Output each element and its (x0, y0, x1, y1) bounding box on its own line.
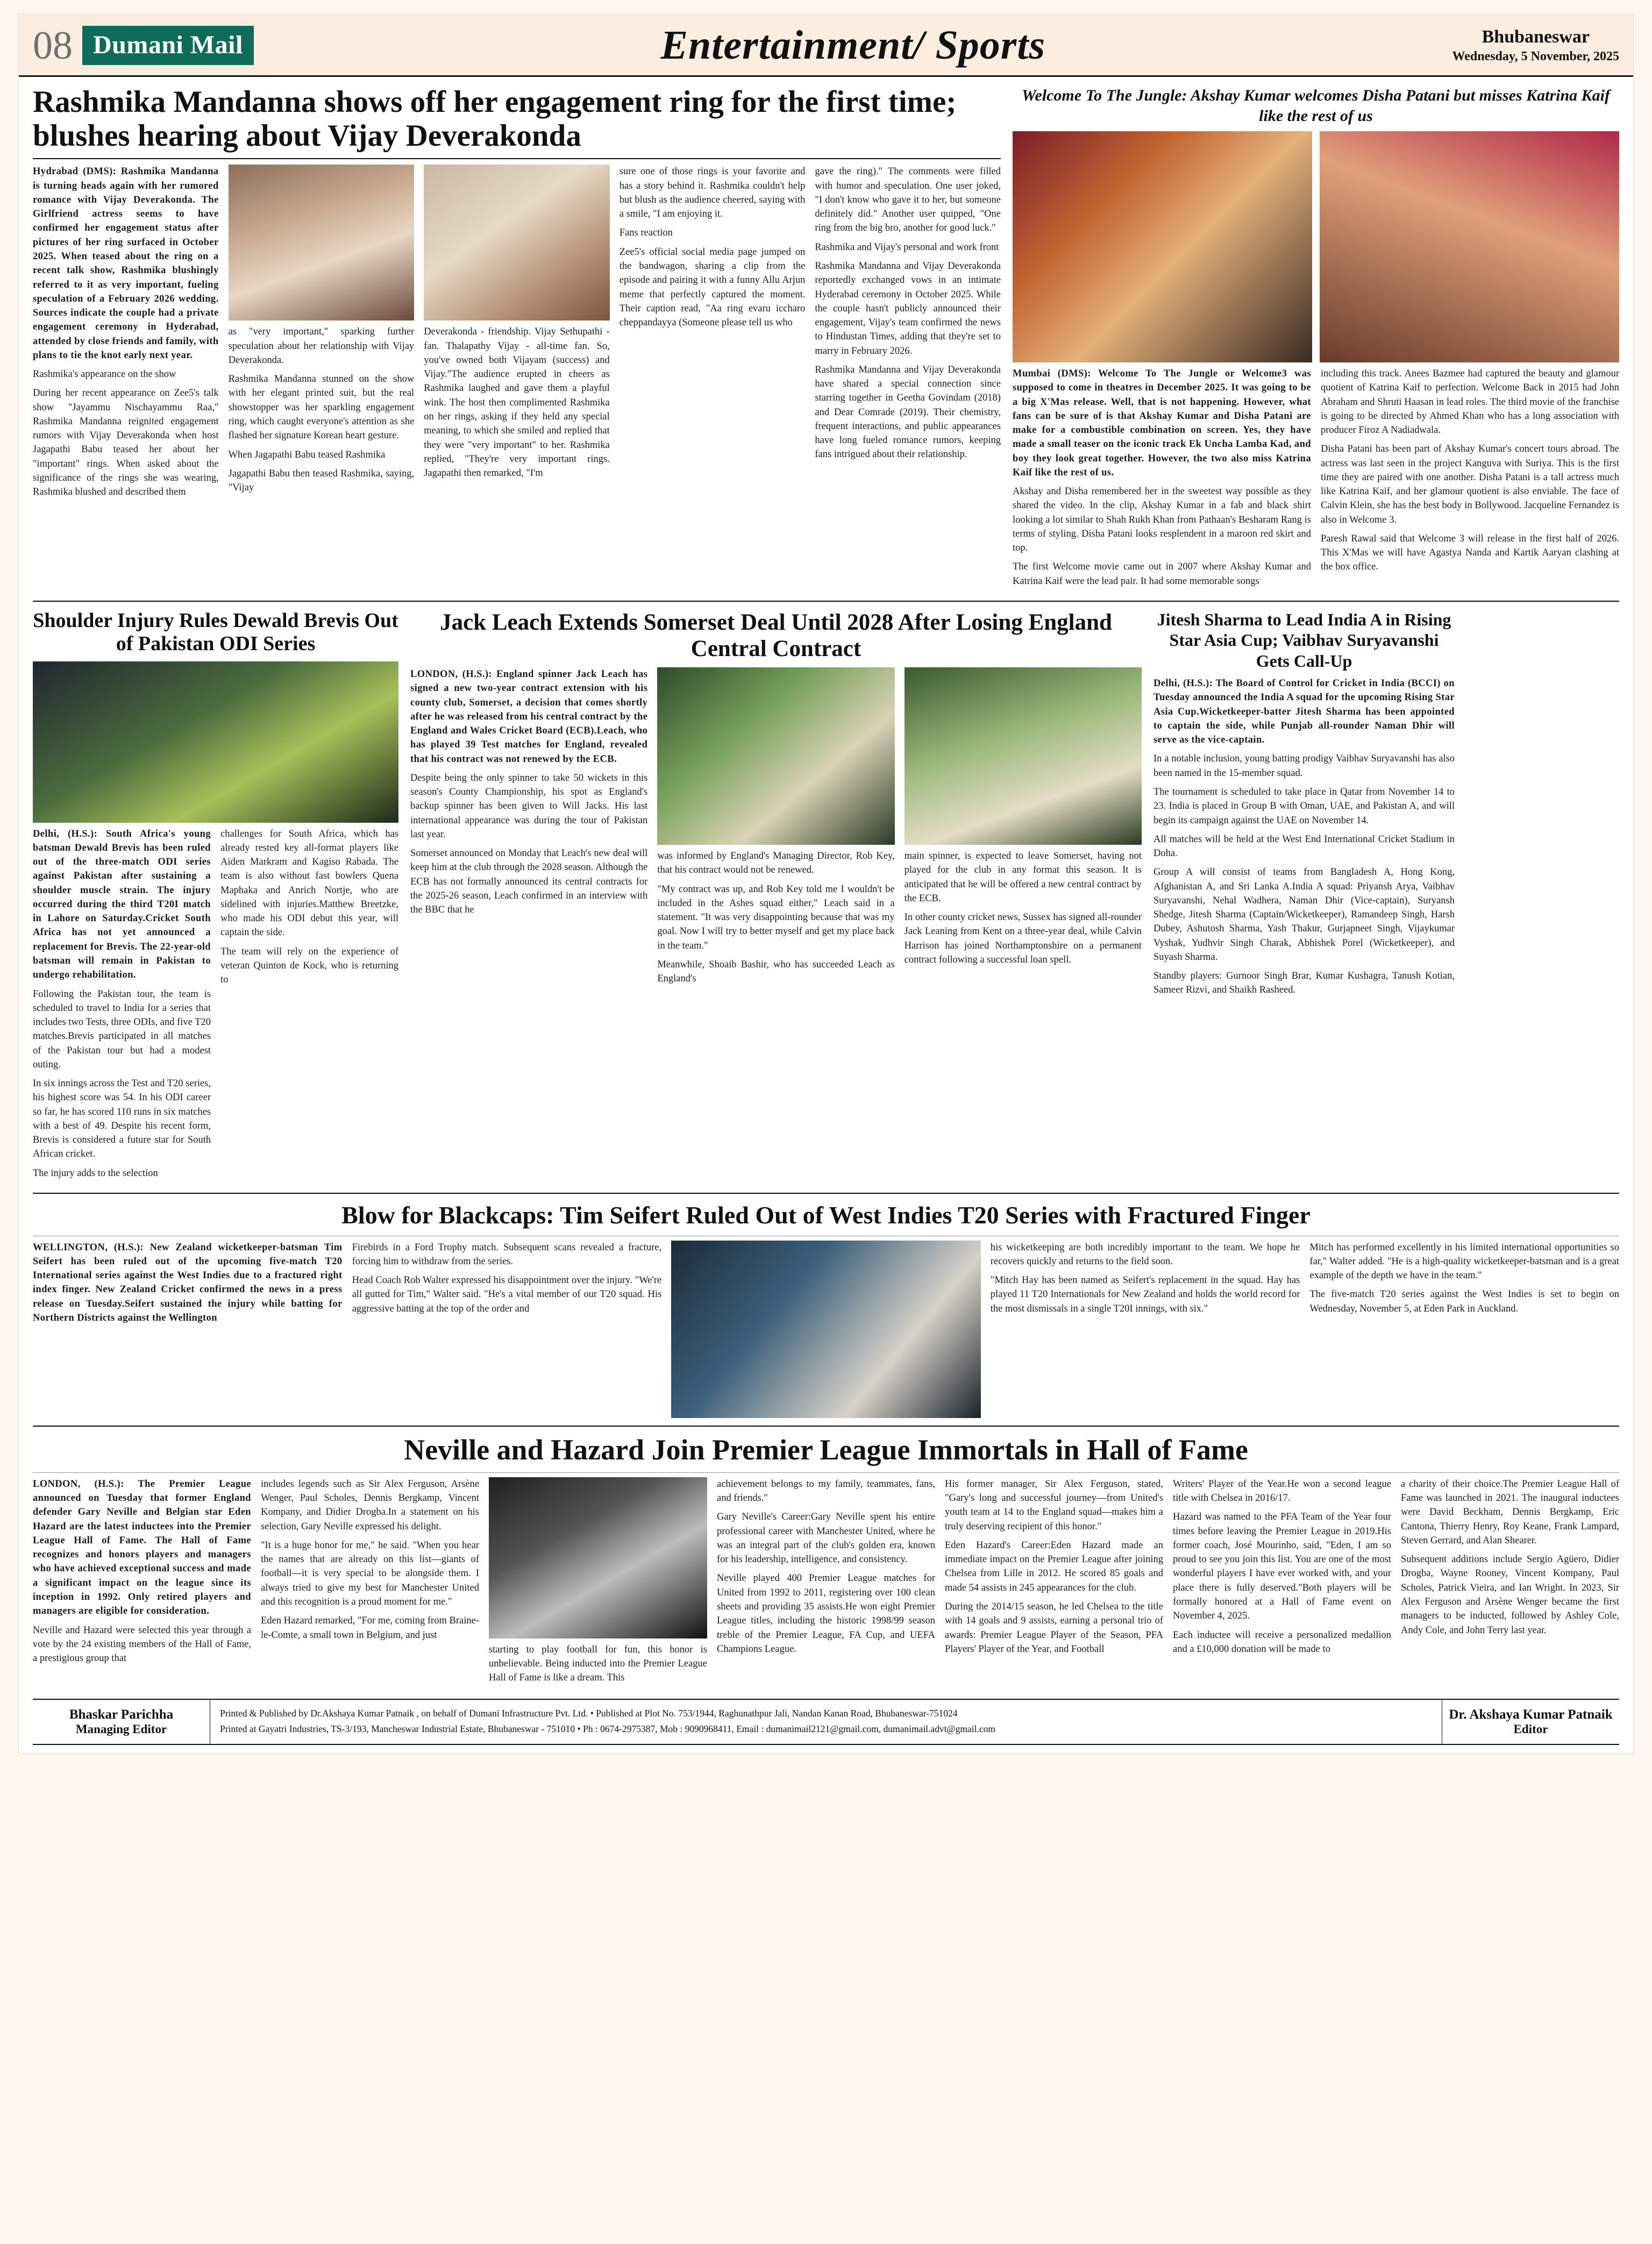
jungle-story-headline: Welcome To The Jungle: Akshay Kumar welcomes Disha Patani but misses Katrina Kaif like the rest of us (1022, 87, 1610, 125)
brevis-story (33, 609, 398, 1185)
jungle-col-1-p2: Akshay and Disha remembered her in the sweetest way possible as they shared the video. In the clip, Akshay Kumar in a fab and black shirt looking a lot similar to Shah Rukh Khan from Pathaan's Besharam Rang is terms of styling. Disha Patani looks resplendent in a maroon red skirt and top. (1013, 486, 1311, 554)
photo-tim-seifert (671, 1241, 981, 1418)
seifert-col-1 (33, 1241, 343, 1418)
lead-col-2-p2: Rashmika Mandanna stunned on the show with her elegant printed suit, but the real showstopper was her sparkling engagement ring, which caught everyone's attention as she flashed her signature Korean heart gesture. (228, 374, 415, 441)
jungle-col-1-p1: Mumbai (DMS): Welcome To The Jungle or Welcome3 was supposed to come in theatres in December 2025. It was going to be a big X'Mas release. Well, that is not happening. However, what fans can be sure of is that Akshay Kumar and Disha Patani are make for a combustible combination on screen. Yes, they have made a small teaser on the iconic track Ek Uncha Lamba Kad, and boy they look great together. However, the two also miss Katrina Kaif like the rest of us. (1013, 368, 1311, 478)
jitesh-headline: Jitesh Sharma to Lead India A in Rising Star Asia Cup; Vaibhav Suryavanshi Gets Call-Up (1157, 609, 1451, 671)
page-number: 08 (33, 23, 73, 68)
hof-columns (33, 1477, 1619, 1690)
managing-editor-name: Bhaskar Parichha (69, 1707, 174, 1722)
footer-imprint (33, 1699, 1619, 1746)
lead-col-5-p3: Rashmika Mandanna and Vijay Deverakonda reportedly exchanged vows in an intimate Hyderabad ceremony in October 2025. While the couple hasn't publicly announced their engagement, Vijay's team confirmed the news to Hindustan Times, adding that they're set to marry in February 2026. (815, 260, 1001, 357)
editor-role: Editor (1513, 1722, 1548, 1736)
hof-col-6-p1: Writers' Player of the Year.He won a second league title with Chelsea in 2016/17. (1173, 1478, 1391, 1504)
photo-jack-leach (657, 667, 894, 845)
hof-col-5-p3: During the 2014/15 season, he led Chelsea to the title with 14 goals and 9 assists, earning a personal trio of awards: Premier League Player of the Season, PFA Players' Player of the Year, and Football (945, 1601, 1163, 1655)
brevis-col-1-p3: In six innings across the Test and T20 series, his highest score was 54. In his ODI career so far, he has scored 110 runs in six matches with a best of 49. Despite his recent form, Brevis is considered a future star for South African cricket. (33, 1078, 211, 1160)
hof-col-5-p1: His former manager, Sir Alex Ferguson, stated, "Gary's long and successful journey—from United's youth team at 14 to the England squad—makes him a truly deserving recipient of this honor." (945, 1478, 1163, 1532)
leach-col-2-p3: Meanwhile, Shoaib Bashir, who has succeeded Leach as England's (657, 959, 895, 985)
seifert-col-2 (352, 1241, 662, 1418)
jungle-col-1 (1013, 367, 1311, 593)
sports-section (19, 602, 1633, 1185)
photo-somerset-team (905, 667, 1142, 845)
publication-logo (82, 26, 254, 65)
seifert-story (19, 1194, 1633, 1418)
lead-col-4 (620, 165, 806, 504)
leach-col-1-p3: Somerset announced on Monday that Leach's new deal will keep him at the club through the 2028 season. Although the ECB has not formally announced its central contracts for the 2025-26 season, Leach confirmed in an interview with the BBC that he (410, 848, 648, 916)
hof-col-1 (33, 1477, 251, 1690)
leach-col-2 (657, 849, 894, 986)
jungle-story (1013, 86, 1619, 593)
lead-col-2-p4: Jagapathi Babu then teased Rashmika, saying, "Vijay (228, 468, 415, 494)
lead-col-2-p3: When Jagapathi Babu teased Rashmika (228, 449, 386, 460)
lead-col-2-wrap (229, 165, 415, 504)
page-inner (18, 14, 1634, 1754)
leach-col-1-p2: Despite being the only spinner to take 50 wickets in this season's County Championship, his spot as England's backup spinner has been given to Will Jacks. His last international appearance was during the tour of Pakistan last year. (410, 772, 648, 840)
jungle-col-2-p1: including this track. Anees Bazmee had captured the beauty and glamour quotient of Katrina Kaif to perfection. Welcome Back in 2015 had John Abraham and Shruti Haasan in lead roles. The third movie of the franchise is going to be directed by Ahmed Khan who has a long association with producer Firoz A Nadiadwala. (1321, 368, 1619, 436)
hof-col-5-p2: Eden Hazard's Career:Eden Hazard made an immediate impact on the Premier League after joining Chelsea from Lille in 2012. He scored 85 goals and made 54 assists in 245 appearances for the club. (945, 1540, 1163, 1593)
hof-col-7-p1: a charity of their choice.The Premier League Hall of Fame was launched in 2021. The inaugural inductees were David Beckham, Dennis Bergkamp, Eric Cantona, Thierry Henry, Roy Keane, Frank Lampard, Steven Gerrard, and Alan Shearer. (1401, 1478, 1619, 1546)
lead-col-1-p2: Rashmika's appearance on the show (33, 369, 176, 380)
leach-col-2-p2: "My contract was up, and Rob Key told me I wouldn't be included in the Ashes squad either," Leach said in a statement. "It was very disappointing because that was my goal. Now I will try to better myself and get my place back in the team." (657, 884, 895, 951)
seifert-col-3-p2: "Mitch Hay has been named as Seifert's replacement in the squad. Hay has played 11 T20 Internationals for New Zealand and holds the world record for the most dismissals in a single T20I innings, with six." (990, 1275, 1300, 1314)
lead-col-1-p1: Hydrabad (DMS): Rashmika Mandanna is turning heads again with her rumored romance with Vijay Deverakonda. The Girlfriend actress seems to have confirmed her engagement status after pictures of her ring surfaced in October 2025. When teased about the ring on a recent talk show, Rashmika blushingly referred to it as very important, fueling speculation of a February 2026 wedding. Sources indicate the couple had a private engagement ceremony in Hyderabad, attended by close friends and family, with plans to tie the knot early next year. (33, 166, 219, 361)
seifert-col-3-p1: his wicketkeeping are both incredibly important to the team. We hope he recovers quickly and returns to the field soon. (990, 1242, 1300, 1267)
brevis-col-1-p4: The injury adds to the selection (33, 1167, 158, 1179)
lead-col-1 (33, 165, 219, 504)
hall-of-fame-story (19, 1427, 1633, 1690)
editor-name: Dr. Akshaya Kumar Patnaik (1449, 1707, 1613, 1722)
lead-photo-row (229, 165, 415, 320)
edition-city: Bhubaneswar (1482, 27, 1590, 47)
jungle-col-2-p3: Paresh Rawal said that Welcome 3 will release in the first half of 2026. This X'Mas we will have Agastya Nanda and Kartik Aaryan clashing at the box office. (1321, 533, 1619, 573)
lead-story (33, 86, 1001, 593)
photo-disha-patani (1320, 131, 1619, 362)
lead-col-4-p2: Fans reaction (619, 227, 673, 239)
publication-name: Dumani Mail (93, 31, 243, 59)
hof-col-2-p3: Eden Hazard remarked, "For me, coming from Braine-le-Comte, a small town in Belgium, and just (261, 1615, 479, 1641)
leach-col-3 (905, 849, 1142, 967)
photo-rashmika (229, 165, 415, 320)
leach-col-3-wrap (905, 667, 1142, 991)
lead-col-3 (424, 325, 610, 480)
section-title: Entertainment/ Sports (660, 23, 1046, 68)
brevis-headline: Shoulder Injury Rules Dewald Brevis Out of Pakistan ODI Series (33, 609, 398, 656)
jitesh-p5: Group A will consist of teams from Bangladesh A, Hong Kong, Afghanistan A, and Sri Lanka A.India A squad: Priyansh Arya, Vaibhav Suryavanshi, Nehal Wadhera, Naman Dhir (Vice-captain), Suryansh Shedge, Jitesh Sharma (Captain/Wicketkeeper), Ramandeep Singh, Harsh Dubey, Ashutosh Sharma, Yash Thakur, Gurjapneet Singh, Vijaykumar Vyshak, Yudhvir Singh Charak, Abhishek Porel (Wicketkeeper), and Suyash Sharma. (1153, 867, 1455, 963)
masthead-left (33, 23, 254, 68)
hof-col-1-p2: Neville and Hazard were selected this year through a vote by the 24 existing members of the Hall of Fame, a prestigious group that (33, 1625, 251, 1664)
hof-col-4-p2: Gary Neville's Career:Gary Neville spent his entire professional career with Manchester United, where he was an integral part of the club's golden era, known for his leadership, intelligence, and consistency. (717, 1512, 935, 1565)
lead-col-3-wrap (424, 165, 610, 504)
jitesh-p6: Standby players: Gurnoor Singh Brar, Kumar Kushagra, Tanush Kotian, Sameer Rizvi, and Shaikh Rasheed. (1153, 971, 1455, 996)
hof-col-2-p1: includes legends such as Sir Alex Ferguson, Arsène Wenger, Paul Scholes, Dennis Bergkamp, Vincent Kompany, and Didier Drogba.In a statement on his selection, Gary Neville expressed his delight. (261, 1478, 479, 1532)
hof-col-6-p3: Each inductee will receive a personalized medallion and a £10,000 donation will be made to (1173, 1629, 1391, 1655)
imprint-text (210, 1700, 1442, 1744)
photo-akshay-kumar (1013, 131, 1312, 362)
hof-col-2 (261, 1477, 479, 1690)
jitesh-story (1153, 609, 1455, 1185)
jitesh-p3: The tournament is scheduled to take place in Qatar from November 14 to 23. India is placed in Group B with Oman, UAE, and Pakistan A, and will begin its campaign against the UAE on November 14. (1153, 787, 1455, 826)
brevis-right-wrap (220, 827, 398, 1185)
edition-date: Wednesday, 5 November, 2025 (1452, 49, 1619, 63)
seifert-col-4-p1: Mitch has performed excellently in his limited international opportunities so far," Walter added. "He is a high-quality wicketkeeper-batsman and is a great example of the depth we have in the team." (1309, 1242, 1619, 1281)
masthead (19, 15, 1633, 77)
hof-headline: Neville and Hazard Join Premier League Immortals in Hall of Fame (404, 1433, 1248, 1466)
brevis-col-2-p1: challenges for South Africa, which has already rested key all-format players like Aiden Markram and Kagiso Rabada. The team is also without fast bowlers Quena Maphaka and Anrich Nortje, who are sidelined with injuries.Matthew Breetzke, who made his ODI debut this year, will captain the side. (220, 828, 398, 938)
hof-col-7-p2: Subsequent additions include Sergio Agüero, Didier Drogba, Wayne Rooney, Vincent Kompany, Paul Scholes, Patrick Vieira, and Ian Wright. In 2023, Sir Alex Ferguson and Arsène Wenger became the first managers to be inducted, followed by Ashley Cole, Andy Cole, and John Terry last year. (1401, 1554, 1619, 1636)
hof-col-3-wrap (489, 1477, 707, 1690)
jungle-col-1-p3: The first Welcome movie came out in 2007 where Akshay Kumar and Katrina Kaif were the lead pair. It had some memorable songs (1013, 561, 1311, 587)
jitesh-p2: In a notable inclusion, young batting prodigy Vaibhav Suryavanshi has also been named in the 15-member squad. (1153, 753, 1455, 779)
managing-editor-role: Managing Editor (75, 1722, 167, 1736)
jungle-photo-row (1013, 131, 1619, 362)
leach-story (410, 609, 1142, 1185)
brevis-col-1-p2: Following the Pakistan tour, the team is scheduled to travel to India for a series that includes two Tests, three ODIs, and five T20 matches.Brevis participated in all matches of the Pakistan tour but had a modest outing. (33, 988, 211, 1070)
lead-story-columns (33, 165, 1001, 504)
jitesh-col-1 (1153, 676, 1455, 998)
brevis-col-2-p2: The team will rely on the experience of veteran Quinton de Kock, who is returning to (220, 946, 398, 986)
seifert-photo-wrap (671, 1241, 981, 1418)
brevis-col-1 (33, 827, 211, 1185)
leach-col-3-p1: main spinner, is expected to leave Somerset, having not played for the club in any format this season. It is anticipated that he will be offered a new central contract by the ECB. (904, 851, 1142, 904)
jitesh-p4: All matches will be held at the West End International Cricket Stadium in Doha. (1153, 834, 1455, 859)
hof-col-5 (945, 1477, 1163, 1690)
lead-story-headline: Rashmika Mandanna shows off her engagement ring for the first time; blushes hearing about Vijay Deverakonda (33, 85, 957, 153)
hof-col-6 (1173, 1477, 1391, 1690)
lead-col-5 (815, 165, 1001, 504)
imprint-line-2: Printed at Gayatri Industries, TS-3/193, Mancheswar Industrial Estate, Bhubaneswar - 751010 • Ph : 0674-2975387, Mob : 9090968411, Email : dumanimail2121@gmail.com, dumanimail.advt@gmail.com (220, 1723, 996, 1734)
hof-col-4 (717, 1477, 935, 1690)
hof-col-4-p1: achievement belongs to my family, teammates, fans, and friends." (717, 1478, 935, 1504)
lead-col-3-p1: Deverakonda - friendship. Vijay Sethupathi - fan. Thalapathy Vijay - all-time fan. So, you've owned both Vijayam (success) and Vijay."The audience erupted in cheers as Rashmika laughed and gave them a playful wink. The host then complimented Rashmika on her rings, asking if they held any special meaning, to which she smiled and replied that they were "very important" to her. Rashmika replied, "They're very important rings. Jagapathi then remarked, "I'm (424, 326, 610, 479)
photo-dewald-brevis (33, 661, 398, 823)
jungle-col-2 (1321, 367, 1619, 593)
lead-col-4-p1: sure one of those rings is your favorite and has a story behind it. Rashmika couldn't help but blush as the audience cheered, saying with a smile, "I am enjoying it. (619, 166, 806, 220)
hof-col-3-p1: starting to play football for fun, this honor is unbelievable. Being inducted into the Premier League Hall of Fame is like a dream. This (489, 1644, 707, 1684)
seifert-col-2-p1: Firebirds in a Ford Trophy match. Subsequent scans revealed a fracture, forcing him to withdraw from the series. (352, 1242, 662, 1267)
leach-col-2-wrap (657, 667, 894, 991)
leach-col-3-p2: In other county cricket news, Sussex has signed all-rounder Jack Leaning from Kent on a three-year deal, while Calvin Harrison has joined Northamptonshire on a permanent contract following a successful loan spell. (904, 912, 1142, 965)
lead-col-2 (229, 325, 415, 495)
lead-col-5-p4: Rashmika Mandanna and Vijay Deverakonda have shared a special connection since starring together in Geetha Govindam (2018) and Dear Comrade (2019). Their chemistry, frequent interactions, and public appearances have long fueled romance rumors, keeping fans intrigued about their relationship. (815, 364, 1001, 460)
seifert-col-3 (991, 1241, 1300, 1418)
brevis-col-1-p1: Delhi, (H.S.): South Africa's young batsman Dewald Brevis has been ruled out of the three-match ODI series against Pakistan after sustaining a shoulder muscle strain. The injury occurred during the third T20I match in Lahore on Saturday.Cricket South Africa has not yet announced a replacement for Brevis. The 22-year-old batsman will remain in Pakistan to undergo rehabilitation. (33, 828, 211, 981)
masthead-right (1452, 27, 1619, 64)
seifert-col-2-p2: Head Coach Rob Walter expressed his disappointment over the injury. "We're all gutted for Tim," Walter said. "He's a vital member of our T20 squad. His aggressive batting at the top of the order and (352, 1275, 662, 1314)
seifert-col-4-p2: The five-match T20 series against the West Indies is set to begin on Wednesday, November 5, at Eden Park in Auckland. (1309, 1289, 1619, 1314)
editor-block (1442, 1700, 1619, 1744)
lead-photo-row-2 (424, 165, 610, 320)
hof-col-7 (1401, 1477, 1619, 1690)
hof-col-3 (489, 1643, 707, 1685)
lead-col-5-p2: Rashmika and Vijay's personal and work front (815, 241, 999, 253)
hof-col-1-p1: LONDON, (H.S.): The Premier League announced on Tuesday that former England defender Gary Neville and Belgian star Eden Hazard are the latest inductees into the Premier League Hall of Fame. The Hall of Fame recognizes and honors players and managers who have achieved exceptional success and made a significant impact on the league since its inception in 1992. Only retired players and managers are eligible for consideration. (33, 1478, 251, 1617)
lead-col-1-p3: During her recent appearance on Zee5's talk show "Jayammu Nischayammu Raa," Rashmika Mandanna reignited engagement rumors with Vijay Deverakonda when host Jagapathi Babu teased her about her "important" rings. When asked about the significance of the rings she was wearing, Rashmika blushed and described them (33, 388, 219, 498)
jungle-col-2-p2: Disha Patani has been part of Akshay Kumar's concert tours abroad. The actress was last seen in the project Kanguva with Suriya. This is the first time they are paired with one another. Disha Patani is a tall actress much like Katrina Kaif, and her glamour quotient is also enviable. The face of Calvin Klein, she has the best body in Bollywood. Jacqueline Fernandez is also in Welcome 3. (1321, 444, 1619, 525)
leach-columns (410, 667, 1142, 991)
imprint-line-1: Printed & Published by Dr.Akshaya Kumar Patnaik , on behalf of Dumani Infrastructure Pvt. Ltd. • Published at Plot No. 753/1944, Raghunathpur Jali, Nandan Kanan Road, Bhubaneswar-751024 (220, 1707, 958, 1719)
leach-col-1-p1: LONDON, (H.S.): England spinner Jack Leach has signed a new two-year contract extension with his county club, Somerset, a decision that comes shortly after he was released from his central contract by the England and Wales Cricket Board (ECB).Leach, who has played 39 Test matches for England, revealed that his contract was not renewed by the ECB. (410, 669, 648, 765)
brevis-columns (33, 827, 398, 1185)
seifert-columns (33, 1241, 1619, 1418)
lead-col-4-p3: Zee5's official social media page jumped on the bandwagon, sharing a clip from the episode and pairing it with a funny Allu Arjun meme that perfectly captured the moment. Their caption read, "Aa ring evaru iccharo cheppandayya (Someone please tell us who (619, 246, 806, 329)
top-section (19, 77, 1633, 593)
divider (33, 158, 1001, 159)
divider (33, 1472, 1619, 1473)
photo-eden-hazard (489, 1477, 707, 1639)
registration-marks (19, 1745, 1633, 1754)
seifert-col-1-p1: WELLINGTON, (H.S.): New Zealand wicketkeeper-batsman Tim Seifert has been ruled out of the upcoming five-match T20 International series against the West Indies due to a fractured right index finger. New Zealand Cricket confirmed the news in a press release on Tuesday.Seifert sustained the injury while batting for Northern Districts against the Wellington (33, 1242, 343, 1323)
leach-col-2-p1: was informed by England's Managing Director, Rob Key, that his contract would not be renewed. (657, 851, 895, 876)
lead-col-2-p1: as "very important," sparking further speculation about her relationship with Vijay Deverakonda. (228, 326, 415, 366)
seifert-headline: Blow for Blackcaps: Tim Seifert Ruled Out of West Indies T20 Series with Fractured Finger (341, 1201, 1311, 1229)
jitesh-p1: Delhi, (H.S.): The Board of Control for Cricket in India (BCCI) on Tuesday announced the India A squad for the upcoming Rising Star Asia Cup.Wicketkeeper-batter Jitesh Sharma has been appointed to captain the side, while Punjab all-rounder Naman Dhir will serve as the vice-captain. (1153, 678, 1455, 746)
lead-col-5-p1: gave the ring)." The comments were filled with humor and speculation. One user joked, "I don't know who gave it to her, but someone definitely did." Another user quipped, "One ring from the big bro, another for good luck." (815, 166, 1001, 234)
photo-engagement-ring (424, 165, 610, 320)
hof-col-4-p3: Neville played 400 Premier League matches for United from 1992 to 2011, registering over 100 clean sheets and providing 35 assists.He won eight Premier League titles, including the historic 1998/99 season treble of the Premier League, FA Cup, and UEFA Champions League. (717, 1573, 935, 1655)
jungle-columns (1013, 367, 1619, 593)
hof-col-6-p2: Hazard was named to the PFA Team of the Year four times before leaving the Premier League in 2019.His former coach, José Mourinho, said, "Eden, I am so proud to see you join this list. You are one of the most wonderful players I have ever worked with, and your place there is fully deserved."Both players will be formally honored at a Hall of Fame event on November 4, 2025. (1173, 1512, 1391, 1622)
leach-col-1 (410, 667, 647, 991)
managing-editor-block (33, 1700, 210, 1744)
seifert-col-4 (1309, 1241, 1619, 1418)
leach-headline: Jack Leach Extends Somerset Deal Until 2028 After Losing England Central Contract (440, 609, 1112, 661)
hof-col-2-p2: "It is a huge honor for me," he said. "When you hear the names that are already on this list—giants of football—it is very special to be alongside them. I always tried to give my best for Manchester United and this recognition is a proud moment for me." (261, 1540, 479, 1608)
brevis-col-2 (220, 827, 398, 987)
